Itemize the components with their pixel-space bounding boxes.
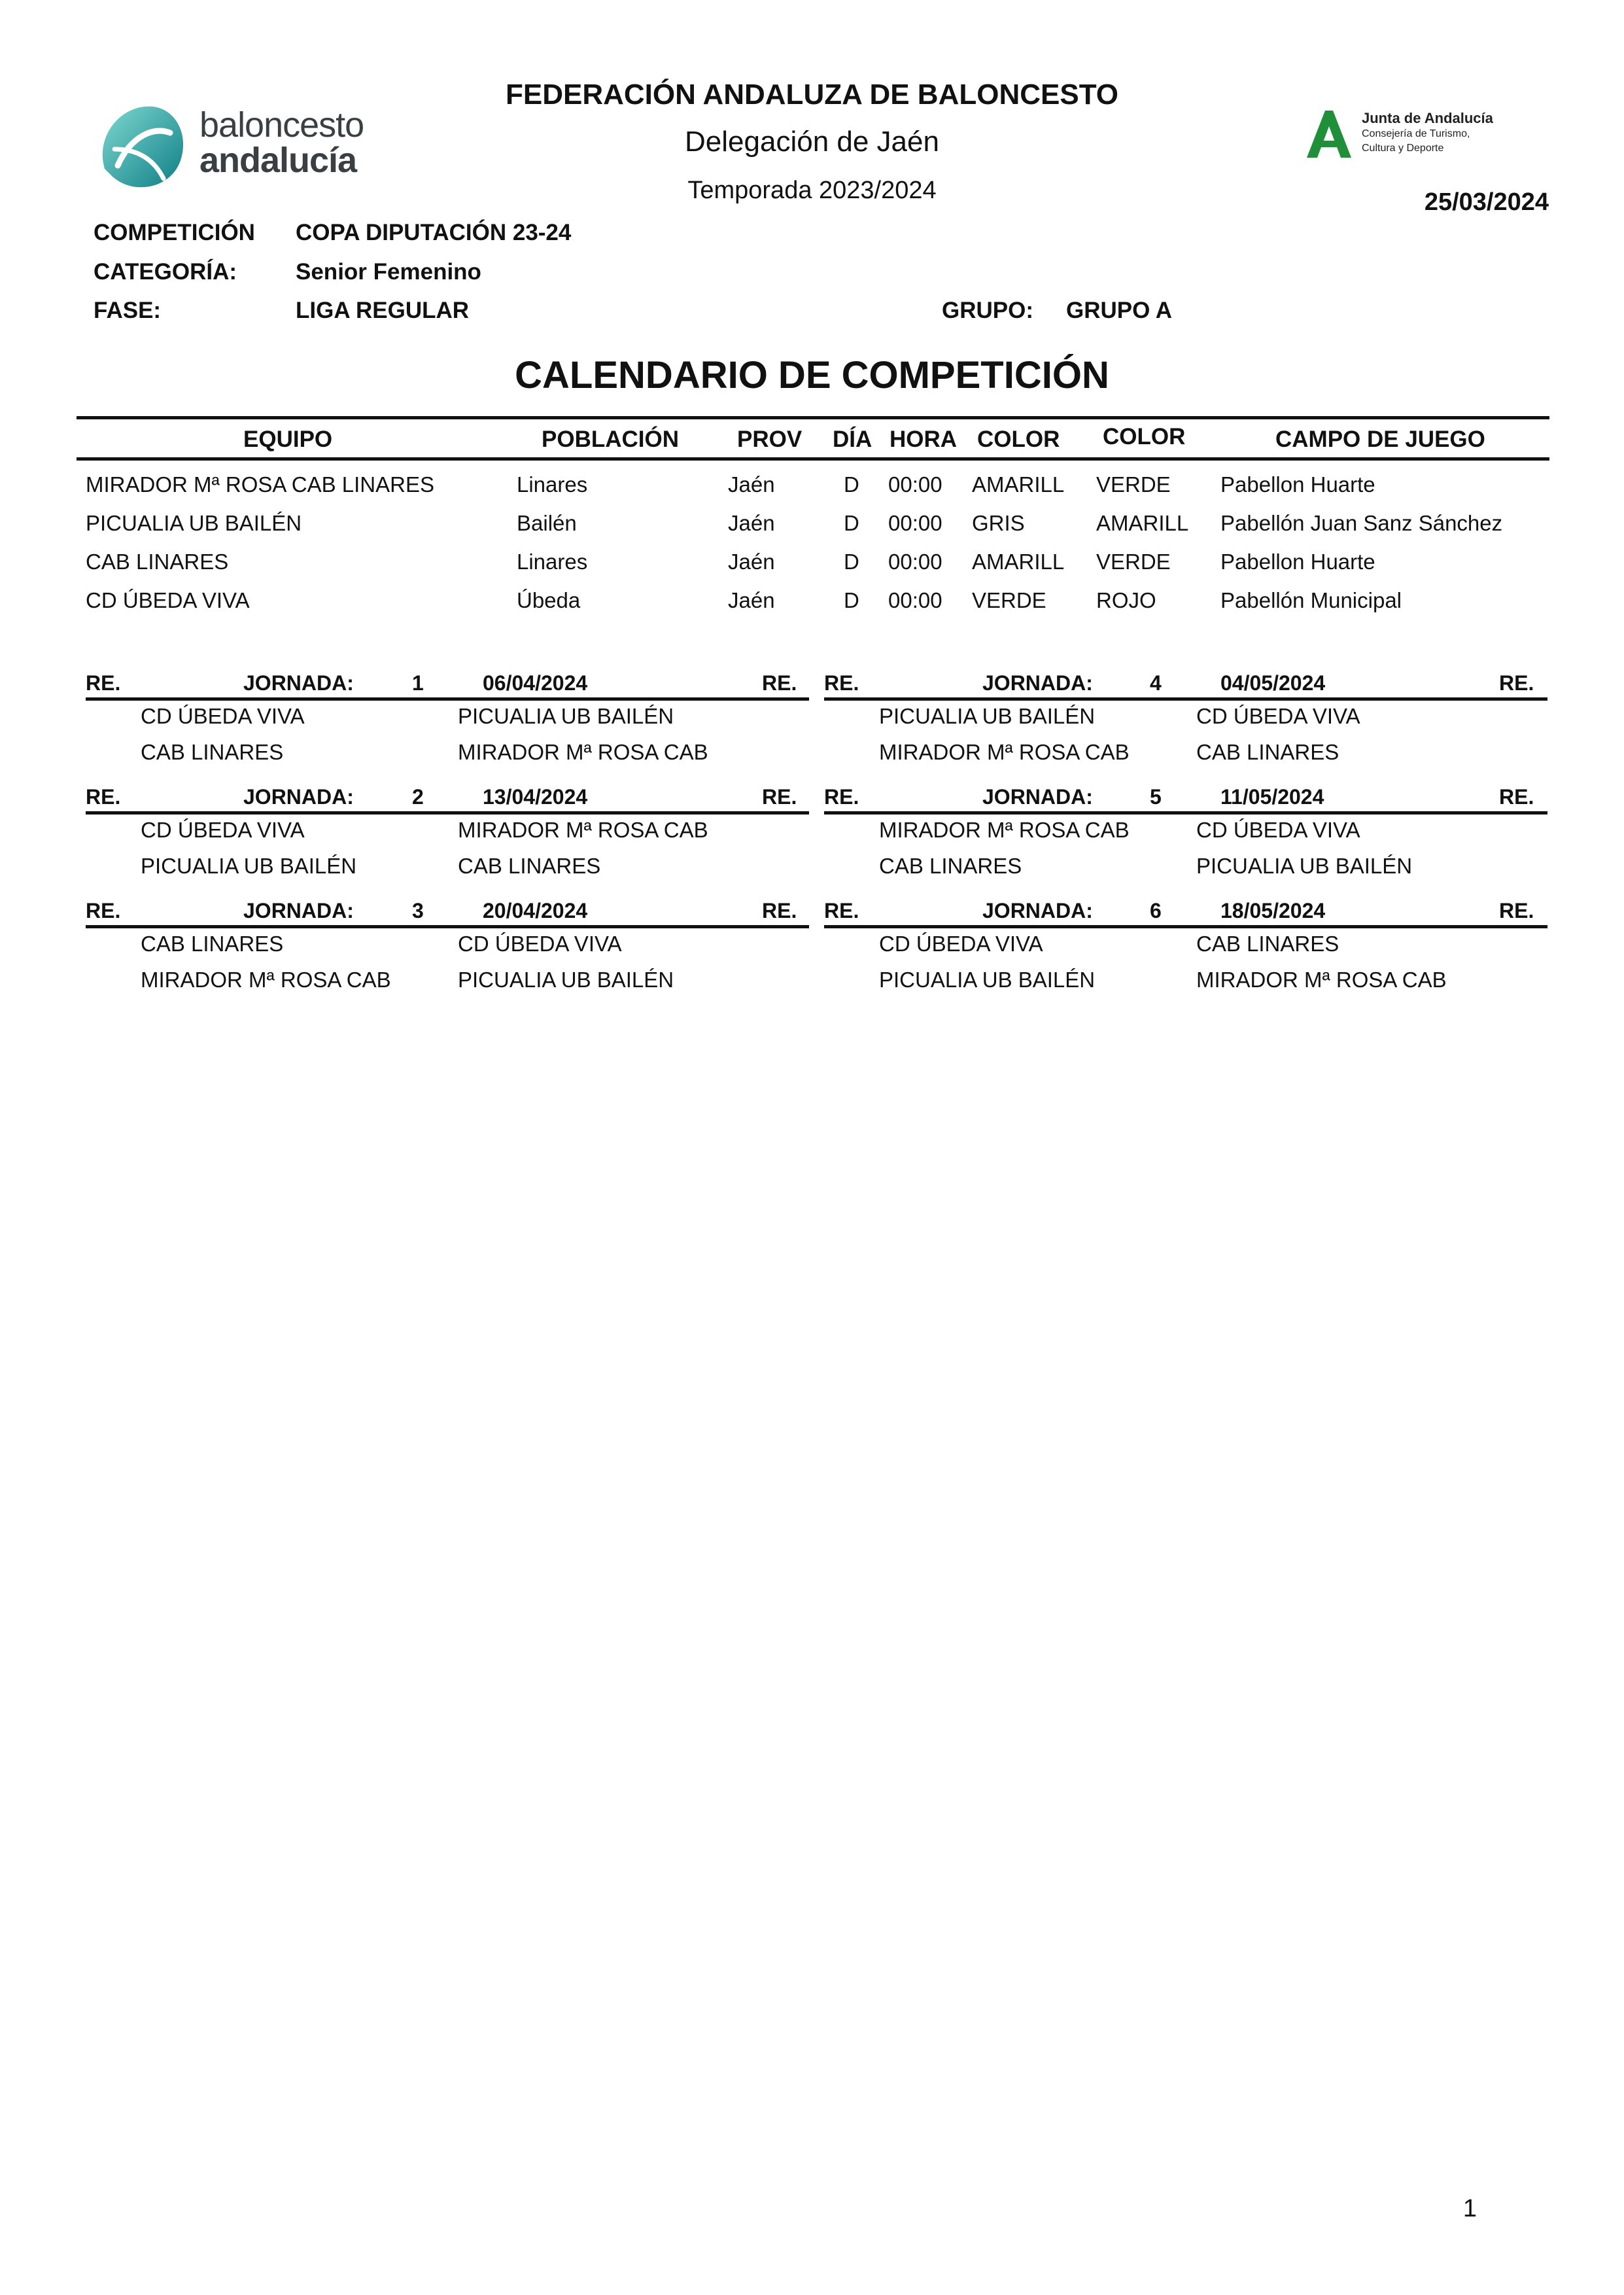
- table-top-rule: [77, 416, 1549, 419]
- match-home-team: MIRADOR Mª ROSA CAB: [141, 968, 391, 992]
- match-away-team: CD ÚBEDA VIVA: [1196, 818, 1360, 842]
- team-color-secondary: ROJO: [1096, 588, 1156, 612]
- match-home-team: CAB LINARES: [141, 740, 284, 764]
- phase-value: LIGA REGULAR: [296, 298, 470, 323]
- match-away-team: MIRADOR Mª ROSA CAB: [458, 740, 708, 764]
- jornada-label: JORNADA:: [982, 899, 1093, 922]
- competition-value: COPA DIPUTACIÓN 23-24: [296, 220, 572, 245]
- jornada-re-right: RE.: [1499, 671, 1534, 695]
- team-venue: Pabellon Huarte: [1220, 472, 1375, 497]
- team-name: MIRADOR Mª ROSA CAB LINARES: [86, 472, 434, 497]
- team-province: Jaén: [728, 550, 775, 574]
- document-date: 25/03/2024: [1424, 188, 1549, 216]
- category-label: CATEGORÍA:: [94, 259, 237, 285]
- match-away-team: CAB LINARES: [1196, 932, 1339, 956]
- table-header-rule: [77, 457, 1549, 461]
- team-province: Jaén: [728, 588, 775, 612]
- match-home-team: PICUALIA UB BAILÉN: [141, 854, 357, 878]
- team-day: D: [844, 472, 859, 497]
- team-name: CD ÚBEDA VIVA: [86, 588, 250, 612]
- team-province: Jaén: [728, 472, 775, 497]
- document-title: CALENDARIO DE COMPETICIÓN: [515, 354, 1109, 396]
- col-header-color1: COLOR: [977, 427, 1060, 452]
- col-header-color2: COLOR: [1103, 424, 1186, 449]
- jornada-re-left: RE.: [86, 899, 121, 922]
- match-away-team: CD ÚBEDA VIVA: [1196, 704, 1360, 728]
- jornada-rule: [824, 811, 1547, 815]
- jornada-re-right: RE.: [762, 671, 797, 695]
- competition-label: COMPETICIÓN: [94, 220, 255, 245]
- team-day: D: [844, 511, 859, 535]
- match-home-team: CAB LINARES: [879, 854, 1022, 878]
- team-name: CAB LINARES: [86, 550, 229, 574]
- junta-andalucia-logo: [1302, 105, 1511, 164]
- match-home-team: PICUALIA UB BAILÉN: [879, 968, 1096, 992]
- team-venue: Pabellón Juan Sanz Sánchez: [1220, 511, 1503, 535]
- logo-text-baloncesto: baloncesto: [199, 105, 364, 145]
- delegation-name: Delegación de Jaén: [685, 126, 939, 158]
- team-color-secondary: VERDE: [1096, 550, 1171, 574]
- team-venue: Pabellón Municipal: [1220, 588, 1402, 612]
- match-home-team: CD ÚBEDA VIVA: [879, 932, 1043, 956]
- jornada-rule: [86, 811, 809, 815]
- team-color-secondary: VERDE: [1096, 472, 1171, 497]
- team-color-primary: GRIS: [972, 511, 1025, 535]
- group-label: GRUPO:: [942, 298, 1033, 323]
- jornada-label: JORNADA:: [243, 671, 354, 695]
- match-home-team: PICUALIA UB BAILÉN: [879, 704, 1096, 728]
- season-label: Temporada 2023/2024: [687, 177, 937, 204]
- jornada-re-left: RE.: [824, 899, 859, 922]
- category-value: Senior Femenino: [296, 259, 481, 285]
- jornada-label: JORNADA:: [243, 785, 354, 809]
- team-day: D: [844, 550, 859, 574]
- jornada-label: JORNADA:: [982, 671, 1093, 695]
- col-header-campo: CAMPO DE JUEGO: [1275, 427, 1485, 452]
- jornada-date: 20/04/2024: [483, 899, 588, 922]
- jornada-date: 04/05/2024: [1220, 671, 1326, 695]
- col-header-poblacion: POBLACIÓN: [542, 427, 679, 452]
- jornada-label: JORNADA:: [243, 899, 354, 922]
- federation-name: FEDERACIÓN ANDALUZA DE BALONCESTO: [505, 79, 1119, 111]
- team-city: Linares: [517, 550, 588, 574]
- team-color-primary: AMARILL: [972, 472, 1065, 497]
- team-time: 00:00: [888, 550, 942, 574]
- team-city: Úbeda: [517, 588, 581, 612]
- match-home-team: MIRADOR Mª ROSA CAB: [879, 818, 1130, 842]
- col-header-dia: DÍA: [833, 427, 872, 452]
- jornada-number: 3: [412, 899, 424, 922]
- jornada-rule: [824, 697, 1547, 701]
- team-time: 00:00: [888, 588, 942, 612]
- match-away-team: PICUALIA UB BAILÉN: [458, 968, 674, 992]
- jornada-re-right: RE.: [762, 785, 797, 809]
- jornada-number: 1: [412, 671, 424, 695]
- jornada-number: 6: [1150, 899, 1162, 922]
- jornada-re-left: RE.: [86, 785, 121, 809]
- match-home-team: CAB LINARES: [141, 932, 284, 956]
- match-away-team: CAB LINARES: [458, 854, 601, 878]
- col-header-prov: PROV: [737, 427, 803, 452]
- col-header-hora: HORA: [890, 427, 958, 452]
- jornada-date: 18/05/2024: [1220, 899, 1326, 922]
- jornada-re-left: RE.: [824, 671, 859, 695]
- match-away-team: PICUALIA UB BAILÉN: [1196, 854, 1413, 878]
- team-city: Bailén: [517, 511, 577, 535]
- jornada-rule: [86, 697, 809, 701]
- junta-title: Junta de Andalucía: [1362, 110, 1493, 126]
- group-value: GRUPO A: [1066, 298, 1173, 323]
- jornada-number: 5: [1150, 785, 1162, 809]
- match-away-team: PICUALIA UB BAILÉN: [458, 704, 674, 728]
- match-home-team: CD ÚBEDA VIVA: [141, 818, 305, 842]
- match-away-team: MIRADOR Mª ROSA CAB: [458, 818, 708, 842]
- team-province: Jaén: [728, 511, 775, 535]
- jornada-date: 11/05/2024: [1220, 785, 1324, 809]
- jornada-number: 2: [412, 785, 424, 809]
- match-home-team: MIRADOR Mª ROSA CAB: [879, 740, 1130, 764]
- col-header-equipo: EQUIPO: [243, 427, 333, 452]
- team-color-primary: AMARILL: [972, 550, 1065, 574]
- jornada-number: 4: [1150, 671, 1162, 695]
- team-color-secondary: AMARILL: [1096, 511, 1189, 535]
- team-city: Linares: [517, 472, 588, 497]
- match-away-team: CD ÚBEDA VIVA: [458, 932, 622, 956]
- jornada-date: 06/04/2024: [483, 671, 588, 695]
- jornada-label: JORNADA:: [982, 785, 1093, 809]
- junta-subtitle-1: Consejería de Turismo,: [1362, 128, 1470, 139]
- jornada-re-right: RE.: [762, 899, 797, 922]
- match-away-team: MIRADOR Mª ROSA CAB: [1196, 968, 1447, 992]
- jornada-rule: [86, 925, 809, 928]
- team-venue: Pabellon Huarte: [1220, 550, 1375, 574]
- team-color-primary: VERDE: [972, 588, 1046, 612]
- team-day: D: [844, 588, 859, 612]
- team-time: 00:00: [888, 472, 942, 497]
- page-number: 1: [1462, 2195, 1477, 2222]
- jornada-rule: [824, 925, 1547, 928]
- junta-subtitle-2: Cultura y Deporte: [1362, 143, 1444, 154]
- match-away-team: CAB LINARES: [1196, 740, 1339, 764]
- phase-label: FASE:: [94, 298, 162, 323]
- match-home-team: CD ÚBEDA VIVA: [141, 704, 305, 728]
- team-time: 00:00: [888, 511, 942, 535]
- jornada-re-left: RE.: [824, 785, 859, 809]
- logo-text-andalucia: andalucía: [199, 141, 357, 180]
- jornada-date: 13/04/2024: [483, 785, 588, 809]
- junta-a-icon: [1302, 108, 1354, 160]
- jornada-re-right: RE.: [1499, 785, 1534, 809]
- jornada-re-left: RE.: [86, 671, 121, 695]
- team-name: PICUALIA UB BAILÉN: [86, 511, 302, 535]
- jornada-re-right: RE.: [1499, 899, 1534, 922]
